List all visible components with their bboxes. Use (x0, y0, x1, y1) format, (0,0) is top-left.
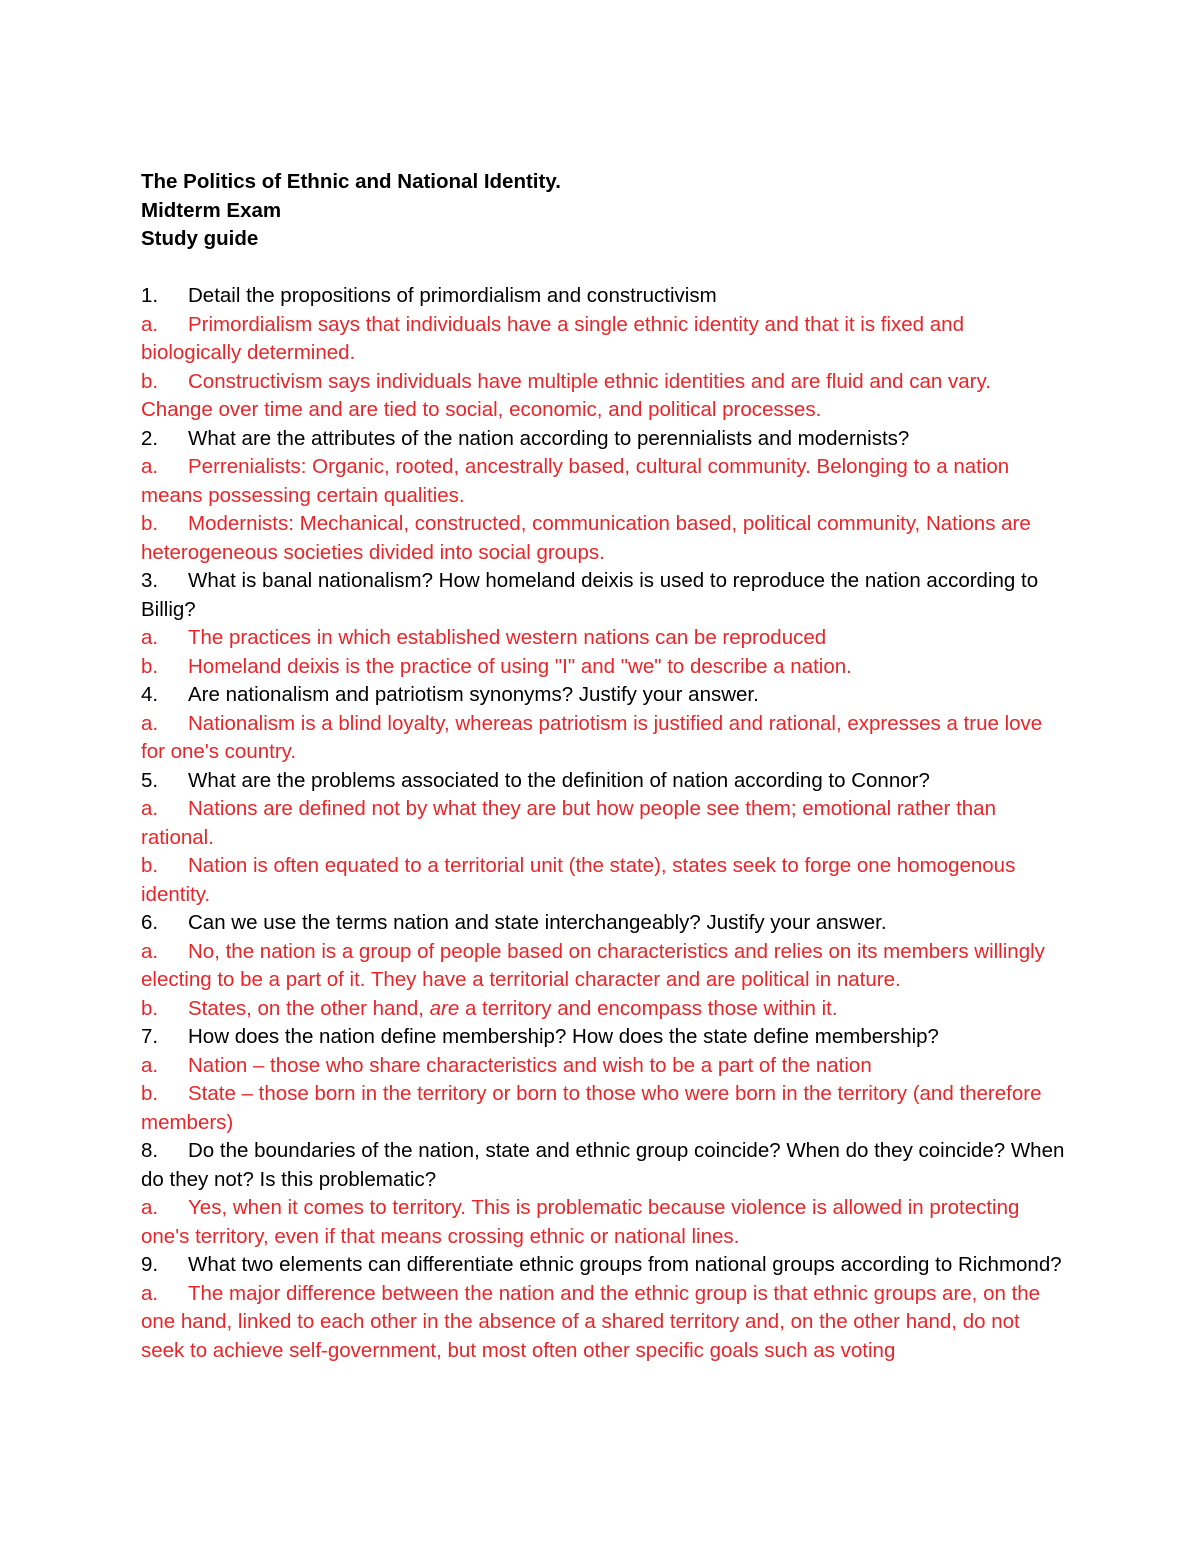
question-9 (141, 1251, 1066, 1280)
question-number: 8. (141, 1139, 159, 1162)
answer-5b (141, 852, 1066, 909)
answer-text: No, the nation is a group of people based on characteristics and relies on its members willingly electing to be a part of it. They have a territorial character and are political in nature. (141, 939, 1045, 991)
answer-text: Nations are defined not by what they are but how people see them; emotional rather than rational. (141, 797, 996, 849)
answer-3a (141, 624, 1066, 653)
question-number: 6. (141, 911, 159, 934)
answer-1a (141, 311, 1066, 368)
answer-6a (141, 938, 1066, 995)
answer-3b (141, 653, 1066, 682)
question-number: 7. (141, 1025, 159, 1048)
question-text: What are the attributes of the nation according to perennialists and modernists? (188, 426, 910, 450)
answer-letter: a. (141, 1281, 159, 1305)
answer-4a (141, 710, 1066, 767)
question-text: Detail the propositions of primordialism and constructivism (188, 284, 717, 307)
question-number: 1. (141, 284, 159, 307)
answer-5a (141, 795, 1066, 852)
answer-letter: a. (141, 626, 159, 649)
answer-text: Nationalism is a blind loyalty, whereas patriotism is justified and rational, expresses a true love for one's country. (141, 711, 1043, 763)
question-text: Can we use the terms nation and state interchangeably? Justify your answer. (188, 911, 887, 934)
answer-text-before: States, on the other hand, (188, 996, 430, 1020)
answer-text: Perrenialists: Organic, rooted, ancestrally based, cultural community. Belonging to a nation means possessing certain qualities. (141, 455, 1010, 507)
answer-text: State – those born in the territory or born to those who were born in the territory (and therefore members) (141, 1082, 1042, 1134)
question-6 (141, 909, 1066, 938)
answer-text: The major difference between the nation and the ethnic group is that ethnic groups are, on the one hand, linked to each other in the absence of a shared territory and, on the other hand, do not seek to achieve self-government, but most often other specific goals such as voting (141, 1281, 1041, 1362)
question-number: 2. (141, 426, 159, 450)
document-title: The Politics of Ethnic and National Identity. (141, 170, 561, 193)
answer-6b (141, 995, 1066, 1024)
question-4 (141, 681, 1066, 710)
answer-text: Nation is often equated to a territorial unit (the state), states seek to forge one homogenous identity. (141, 854, 1016, 906)
answer-letter: b. (141, 512, 159, 535)
answer-text: Modernists: Mechanical, constructed, communication based, political community, Nations are heterogeneous societies divided into social groups. (141, 512, 1031, 564)
answer-text: Homeland deixis is the practice of using "I" and "we" to describe a nation. (188, 654, 852, 678)
answer-7a (141, 1052, 1066, 1081)
answer-letter: b. (141, 1082, 159, 1105)
answer-letter: b. (141, 996, 159, 1020)
answer-letter: a. (141, 711, 159, 735)
answer-letter: a. (141, 1053, 159, 1077)
answer-2a (141, 453, 1066, 510)
question-text: What are the problems associated to the definition of nation according to Connor? (188, 768, 930, 792)
answer-letter: b. (141, 654, 159, 678)
answer-7b (141, 1080, 1066, 1137)
question-7 (141, 1023, 1066, 1052)
answer-letter: a. (141, 1196, 159, 1219)
question-list (141, 282, 1066, 1365)
question-number: 3. (141, 569, 159, 592)
answer-text: Nation – those who share characteristics and wish to be a part of the nation (188, 1053, 872, 1077)
document-guide-label: Study guide (141, 227, 259, 250)
answer-2b (141, 510, 1066, 567)
question-text: How does the nation define membership? How does the state define membership? (188, 1025, 939, 1048)
answer-text-after: a territory and encompass those within it. (459, 996, 838, 1020)
question-3 (141, 567, 1066, 624)
answer-letter: a. (141, 455, 159, 478)
answer-letter: b. (141, 369, 159, 393)
answer-9a (141, 1280, 1066, 1366)
question-text: Are nationalism and patriotism synonyms? Justify your answer. (188, 683, 759, 706)
question-number: 5. (141, 768, 159, 792)
answer-letter: a. (141, 797, 159, 820)
answer-text: The practices in which established western nations can be reproduced (188, 626, 827, 649)
blank-line (141, 254, 1066, 283)
question-text: Do the boundaries of the nation, state and ethnic group coincide? When do they coincide? When do they not? Is this problematic? (141, 1139, 1065, 1191)
question-text: What is banal nationalism? How homeland deixis is used to reproduce the nation according to Billig? (141, 569, 1039, 621)
answer-text: Yes, when it comes to territory. This is problematic because violence is allowed in protecting one's territory, even if that means crossing ethnic or national lines. (141, 1196, 1020, 1248)
answer-8a (141, 1194, 1066, 1251)
answer-letter: b. (141, 854, 159, 877)
document-page (141, 168, 1066, 1365)
question-8 (141, 1137, 1066, 1194)
question-5 (141, 767, 1066, 796)
document-subtitle: Midterm Exam (141, 198, 282, 222)
question-text: What two elements can differentiate ethnic groups from national groups according to Richmond? (188, 1253, 1062, 1276)
answer-letter: a. (141, 939, 159, 963)
answer-text: Constructivism says individuals have multiple ethnic identities and are fluid and can vary. Change over time and are tied to social, economic, and political processes. (141, 369, 991, 421)
answer-letter: a. (141, 312, 159, 336)
answer-text: Primordialism says that individuals have a single ethnic identity and that it is fixed and biologically determined. (141, 312, 964, 364)
question-number: 9. (141, 1253, 159, 1276)
question-2 (141, 425, 1066, 454)
question-number: 4. (141, 683, 159, 706)
answer-text-emphasis: are (429, 996, 460, 1020)
question-1 (141, 282, 1066, 311)
answer-1b (141, 368, 1066, 425)
